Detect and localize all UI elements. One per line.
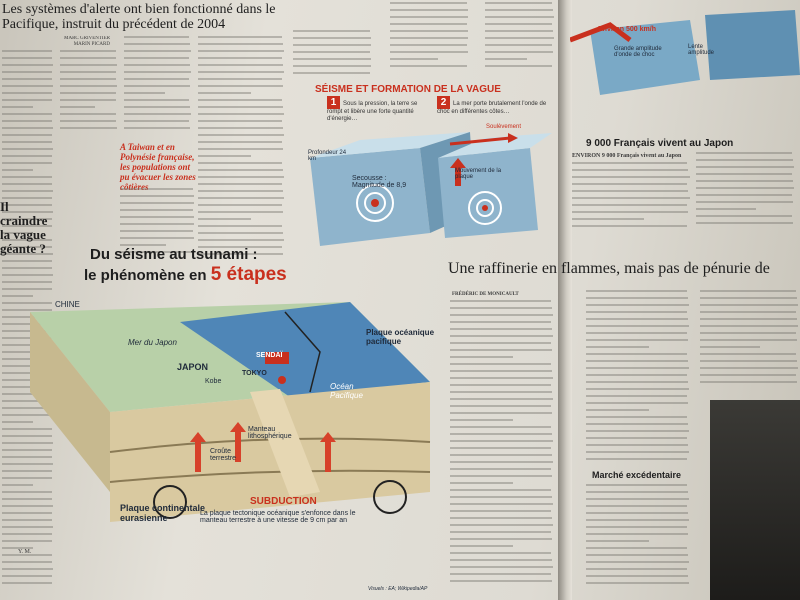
text-line — [450, 524, 553, 526]
text-line — [450, 426, 551, 428]
text-line — [198, 99, 282, 101]
refinery-photo — [710, 400, 800, 600]
text-line — [450, 377, 553, 379]
text-line — [198, 71, 284, 73]
text-line — [450, 475, 552, 477]
refinery-headline: Une raffinerie en flammes, mais pas de pénurie de — [448, 260, 770, 277]
text-line — [696, 159, 793, 161]
text-line — [696, 215, 792, 217]
text-line — [586, 575, 688, 577]
side-headline: Il craindre la vague géante ? — [0, 199, 48, 256]
byline-1: MARC GRIVENTIER — [64, 36, 110, 41]
text-line — [198, 225, 282, 227]
text-line — [450, 482, 513, 484]
text-line — [60, 57, 116, 59]
text-line — [120, 195, 194, 197]
text-line — [60, 85, 117, 87]
label-sendai: SENDAÏ — [256, 352, 283, 359]
text-line — [485, 16, 554, 18]
text-line — [572, 204, 687, 206]
left-text-column-6 — [390, 2, 470, 72]
left-text-column-7 — [485, 2, 555, 72]
label-reflux: Lente amplitude — [688, 44, 715, 56]
text-line — [198, 120, 282, 122]
text-line — [60, 71, 116, 73]
text-line — [586, 547, 687, 549]
text-line — [60, 50, 116, 52]
text-line — [2, 99, 52, 101]
text-line — [198, 43, 283, 45]
text-line — [390, 65, 467, 67]
text-line — [586, 339, 688, 341]
text-line — [586, 568, 687, 570]
text-line — [60, 78, 116, 80]
left-text-column-4 — [198, 36, 286, 266]
text-line — [586, 395, 687, 397]
text-line — [700, 360, 797, 362]
text-line — [700, 297, 797, 299]
text-line — [586, 533, 688, 535]
text-line — [485, 2, 552, 4]
signature: Y. M. — [18, 549, 32, 555]
text-line — [198, 183, 282, 185]
text-line — [2, 155, 52, 157]
text-line — [124, 92, 165, 94]
text-line — [586, 318, 688, 320]
text-line — [2, 260, 52, 262]
text-line — [586, 458, 687, 460]
text-line — [586, 561, 689, 563]
text-line — [450, 391, 552, 393]
wave-propagation-diagram — [570, 0, 800, 110]
text-line — [198, 190, 283, 192]
left-headline: Les systèmes d'alerte ont bien fonctionné dans le Pacifique, instruit du précédent de 2004 — [2, 2, 276, 32]
text-line — [2, 197, 52, 199]
left-bylines — [50, 36, 110, 48]
text-line — [198, 113, 284, 115]
text-line — [696, 194, 792, 196]
text-line — [198, 169, 283, 171]
text-line — [2, 148, 53, 150]
text-line — [2, 64, 53, 66]
text-line — [696, 152, 792, 154]
text-line — [293, 72, 370, 74]
text-line — [586, 388, 689, 390]
text-line — [2, 281, 52, 283]
text-line — [198, 127, 283, 129]
text-line — [572, 190, 688, 192]
text-line — [586, 332, 687, 334]
text-line — [450, 517, 552, 519]
text-line — [198, 78, 282, 80]
text-line — [198, 92, 251, 94]
text-line — [450, 370, 552, 372]
text-line — [586, 416, 687, 418]
text-line — [120, 202, 194, 204]
text-line — [293, 58, 371, 60]
text-line — [124, 120, 189, 122]
text-line — [700, 290, 796, 292]
text-line — [390, 2, 467, 4]
text-line — [120, 209, 193, 211]
text-line — [124, 57, 189, 59]
text-line — [198, 85, 283, 87]
section-title: SÉISME ET FORMATION DE LA VAGUE — [315, 84, 501, 95]
text-line — [450, 349, 552, 351]
text-line — [2, 176, 52, 178]
text-line — [390, 44, 467, 46]
refinery-text-2 — [586, 290, 691, 465]
step-2 — [437, 96, 549, 116]
text-line — [586, 451, 689, 453]
text-line — [2, 190, 53, 192]
text-line — [586, 367, 689, 369]
text-line — [450, 321, 551, 323]
text-line — [2, 92, 52, 94]
text-line — [198, 106, 283, 108]
text-line — [120, 230, 193, 232]
left-subhead: A Taiwan et en Polynésie française, les populations ont pu évacuer les zones côtières — [120, 142, 196, 192]
text-line — [450, 580, 552, 582]
label-croute: Croûte terrestre — [210, 448, 237, 462]
label-profondeur: Profondeur 24 km — [308, 150, 347, 162]
text-line — [2, 120, 52, 122]
text-line — [390, 58, 438, 60]
text-line — [586, 437, 687, 439]
text-line — [198, 162, 282, 164]
text-line — [124, 50, 191, 52]
text-line — [700, 304, 798, 306]
text-line — [586, 409, 649, 411]
text-line — [586, 290, 687, 292]
text-line — [450, 545, 513, 547]
text-line — [586, 484, 687, 486]
text-line — [2, 71, 52, 73]
text-line — [572, 197, 690, 199]
text-line — [120, 188, 193, 190]
text-line — [198, 232, 283, 234]
label-onde: Grande amplitude d'onde de choc — [614, 46, 662, 58]
text-line — [198, 57, 282, 59]
main-title-line2 — [84, 264, 287, 286]
text-line — [198, 155, 251, 157]
text-line — [450, 356, 513, 358]
text-line — [2, 127, 53, 129]
text-line — [124, 106, 190, 108]
text-line — [2, 183, 52, 185]
text-line — [696, 166, 794, 168]
text-line — [60, 99, 116, 101]
text-line — [198, 211, 283, 213]
text-line — [198, 36, 282, 38]
text-line — [450, 405, 551, 407]
text-line — [124, 71, 191, 73]
text-line — [450, 531, 551, 533]
text-line — [2, 106, 33, 108]
text-line — [293, 51, 370, 53]
text-line — [586, 498, 689, 500]
text-line — [696, 201, 793, 203]
label-kobe: Kobe — [205, 378, 222, 385]
text-line — [696, 173, 792, 175]
text-line — [586, 526, 687, 528]
text-line — [60, 106, 95, 108]
right-box-text-2 — [696, 152, 796, 232]
text-line — [696, 180, 793, 182]
text-line — [485, 44, 552, 46]
text-line — [120, 223, 194, 225]
text-line — [696, 222, 793, 224]
text-line — [450, 307, 552, 309]
right-box-title: 9 000 Français vivent au Japon — [586, 138, 734, 149]
text-line — [198, 239, 284, 241]
text-line — [572, 225, 687, 227]
text-line — [2, 267, 52, 269]
text-line — [700, 332, 796, 334]
text-line — [450, 398, 553, 400]
step-1-text: Sous la pression, la terre se rompt et libère une forte quantité d'énergie… — [327, 101, 418, 122]
label-tokyo: TOKYO — [242, 370, 267, 377]
text-line — [450, 573, 551, 575]
main-title-steps: 5 étapes — [210, 264, 287, 285]
text-line — [450, 510, 551, 512]
text-line — [586, 491, 688, 493]
text-line — [390, 23, 467, 25]
text-line — [586, 325, 689, 327]
text-line — [586, 353, 687, 355]
text-line — [450, 461, 553, 463]
text-line — [2, 288, 52, 290]
text-line — [485, 65, 552, 67]
text-line — [124, 78, 189, 80]
text-line — [572, 176, 690, 178]
text-line — [586, 505, 687, 507]
text-line — [198, 197, 284, 199]
subduction-text: La plaque tectonique océanique s'enfonce dans le manteau terrestre à une vitesse de 9 cm par an — [200, 510, 356, 524]
text-line — [2, 113, 52, 115]
text-line — [2, 141, 52, 143]
text-line — [450, 335, 553, 337]
text-line — [586, 430, 689, 432]
text-line — [700, 339, 797, 341]
text-line — [124, 113, 191, 115]
text-line — [390, 9, 468, 11]
text-line — [572, 211, 688, 213]
text-line — [60, 92, 116, 94]
text-line — [293, 37, 371, 39]
step-2-number: 2 — [437, 96, 450, 109]
label-japon: JAPON — [177, 362, 209, 372]
text-line — [696, 187, 794, 189]
text-line — [60, 64, 117, 66]
text-line — [485, 37, 554, 39]
label-chine: CHINE — [55, 300, 80, 309]
label-plaque-oceanique: Plaque océanique pacifique — [366, 328, 435, 346]
text-line — [586, 360, 688, 362]
text-line — [2, 85, 53, 87]
text-line — [586, 554, 688, 556]
text-line — [450, 559, 552, 561]
step-1-number: 1 — [327, 96, 340, 109]
text-line — [700, 325, 798, 327]
text-line — [390, 16, 468, 18]
text-line — [124, 64, 190, 66]
text-line — [124, 36, 189, 38]
text-line — [2, 134, 52, 136]
text-line — [120, 237, 194, 239]
text-line — [450, 454, 552, 456]
left-text-column-2 — [60, 50, 118, 140]
text-line — [390, 51, 468, 53]
text-line — [586, 374, 687, 376]
text-line — [450, 328, 552, 330]
text-line — [124, 85, 190, 87]
text-line — [450, 419, 513, 421]
text-line — [450, 496, 552, 498]
text-line — [586, 423, 688, 425]
text-line — [2, 50, 52, 52]
text-line — [198, 204, 282, 206]
text-line — [60, 113, 116, 115]
text-line — [2, 162, 52, 164]
text-line — [586, 512, 688, 514]
text-line — [450, 300, 551, 302]
text-line — [198, 141, 282, 143]
text-line — [586, 402, 688, 404]
text-line — [120, 216, 194, 218]
text-line — [450, 447, 551, 449]
text-line — [586, 297, 688, 299]
label-mer-japon: Mer du Japon — [128, 338, 177, 347]
text-line — [450, 433, 552, 435]
text-line — [572, 183, 687, 185]
text-line — [485, 23, 552, 25]
earthquake-block-diagram — [300, 118, 560, 258]
text-line — [293, 30, 370, 32]
text-line — [586, 582, 689, 584]
text-line — [572, 218, 644, 220]
main-title-prefix: le phénomène en — [84, 267, 211, 284]
text-line — [198, 64, 283, 66]
text-line — [198, 134, 284, 136]
left-text-column-5 — [293, 30, 373, 80]
text-line — [485, 58, 527, 60]
text-line — [700, 381, 797, 383]
text-line — [2, 169, 33, 171]
text-line — [450, 314, 553, 316]
text-line — [198, 176, 284, 178]
text-line — [696, 208, 756, 210]
subduction-title: SUBDUCTION — [250, 496, 317, 507]
text-line — [572, 169, 688, 171]
text-line — [586, 304, 689, 306]
byline-2: MARIN PICARD — [73, 42, 110, 47]
label-soulevement: Soulèvement — [486, 124, 522, 130]
text-line — [485, 30, 553, 32]
text-line — [586, 311, 687, 313]
label-ocean-pacifique: Océan Pacifique — [330, 382, 363, 400]
text-line — [700, 353, 796, 355]
credit: Visuels : EA; Wikipedia/AP — [368, 586, 428, 592]
text-line — [293, 44, 371, 46]
left-text-column-3 — [124, 36, 192, 136]
text-line — [700, 367, 798, 369]
text-line — [700, 346, 760, 348]
text-line — [586, 346, 649, 348]
label-plaque-continentale: Plaque continentale eurasienne — [120, 503, 206, 523]
text-line — [450, 412, 552, 414]
text-line — [700, 374, 796, 376]
text-line — [450, 363, 551, 365]
text-line — [586, 444, 688, 446]
text-line — [2, 57, 52, 59]
text-line — [390, 37, 468, 39]
text-line — [450, 384, 551, 386]
text-line — [198, 218, 251, 220]
text-line — [198, 148, 283, 150]
text-line — [485, 9, 553, 11]
text-line — [586, 540, 649, 542]
main-title-line1: Du séisme au tsunami : — [90, 246, 258, 263]
text-line — [700, 311, 796, 313]
text-line — [450, 468, 551, 470]
label-mouvement: Mouvement de la plaque — [455, 168, 502, 180]
text-line — [293, 65, 371, 67]
refinery-text-4 — [700, 290, 800, 390]
text-line — [450, 538, 552, 540]
text-line — [586, 519, 689, 521]
text-line — [2, 78, 52, 80]
text-line — [60, 127, 117, 129]
step-2-text: La mer porte brutalement l'onde de choc en différentes côtes… — [437, 101, 547, 115]
refinery-subhead: Marché excédentaire — [592, 470, 682, 480]
text-line — [124, 127, 190, 129]
right-box-lead: ENVIRON 9 000 Français vivent au Japon — [572, 153, 682, 159]
refinery-text-1 — [450, 300, 555, 590]
refinery-text-3 — [586, 484, 691, 594]
text-line — [198, 50, 284, 52]
text-line — [450, 489, 551, 491]
text-line — [450, 503, 553, 505]
text-line — [2, 274, 53, 276]
text-line — [485, 51, 553, 53]
text-line — [124, 43, 190, 45]
text-line — [390, 30, 468, 32]
label-speed: Environ 500 km/h — [598, 26, 656, 33]
label-manteau: Manteau lithosphérique — [248, 426, 292, 440]
right-box-text-1 — [572, 162, 692, 237]
text-line — [450, 552, 551, 554]
text-line — [60, 120, 116, 122]
text-line — [572, 162, 687, 164]
text-line — [450, 566, 553, 568]
text-line — [124, 99, 189, 101]
label-secousse: Secousse : Magnitude de 8,9 — [352, 175, 407, 189]
text-line — [586, 381, 688, 383]
text-line — [450, 342, 551, 344]
text-line — [700, 318, 797, 320]
text-line — [450, 440, 553, 442]
refinery-byline: FRÉDÉRIC DE MONICAULT — [452, 292, 519, 297]
